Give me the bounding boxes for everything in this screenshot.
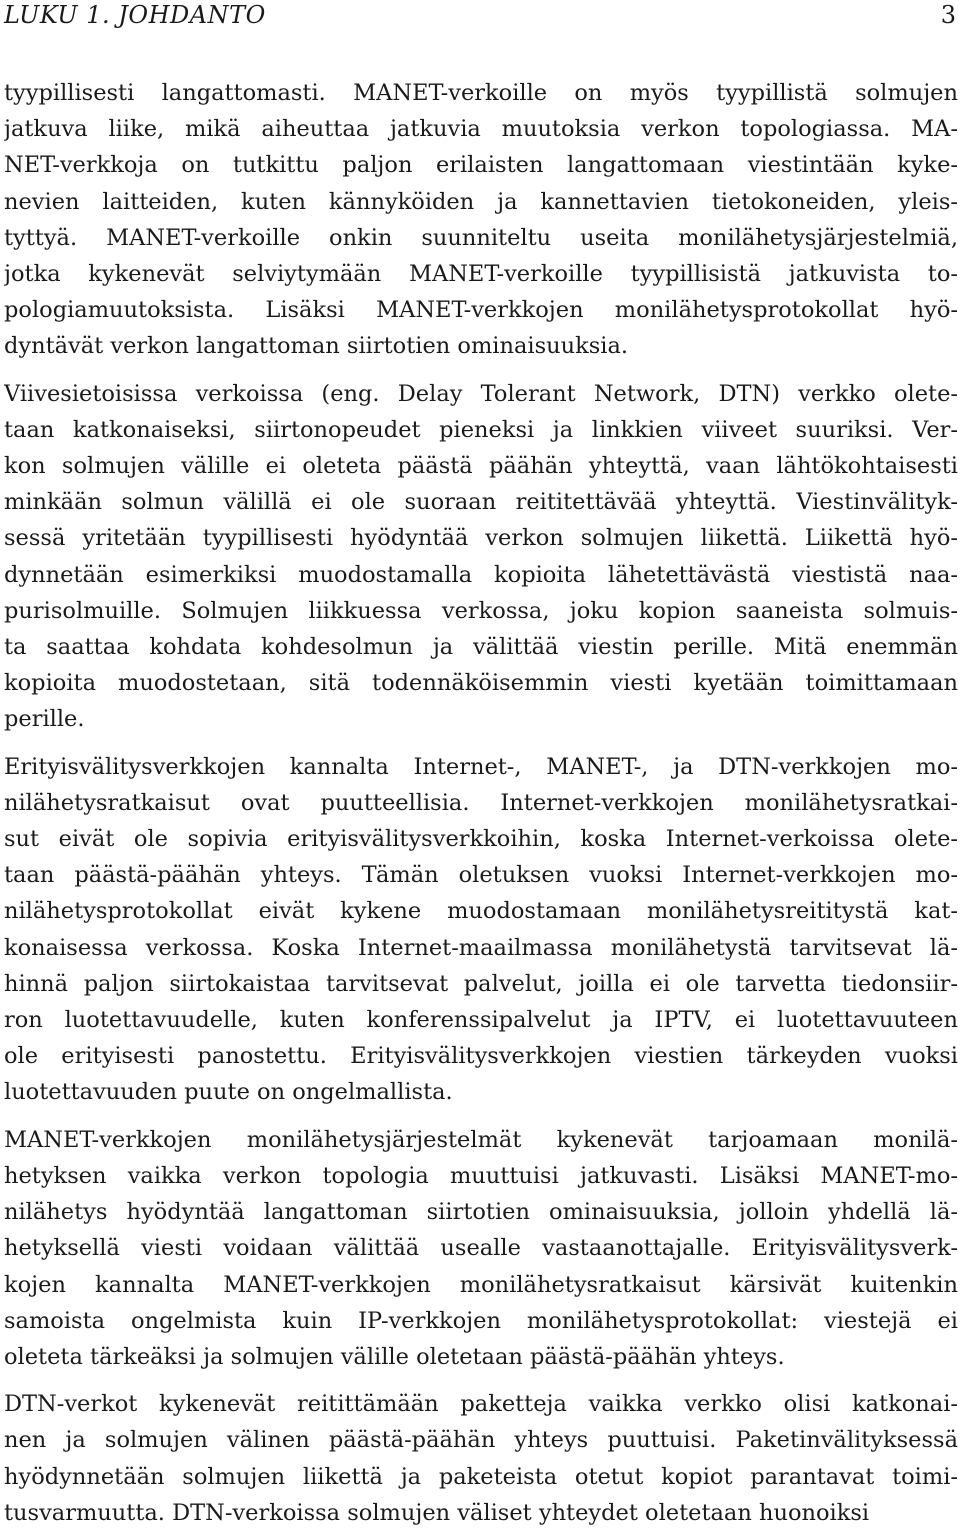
document-page xyxy=(4,0,958,1531)
text-line: hetyksellä viesti voidaan välittää usealle vastaanottajalle. Erityisvälitysverk- xyxy=(4,1235,958,1262)
text-line: ta saattaa kohdata kohdesolmun ja välittää viestin perille. Mitä enemmän xyxy=(4,634,958,661)
text-line: nen ja solmujen välinen päästä-päähän yhteys puuttuisi. Paketinvälityksessä xyxy=(4,1427,958,1454)
text-line: konaisessa verkossa. Koska Internet-maailmassa monilähetystä tarvitsevat lä- xyxy=(4,934,958,961)
text-line: tyttyä. MANET-verkoille onkin suunniteltu useita monilähetysjärjestelmiä, xyxy=(4,224,958,251)
text-line: nilähetysratkaisut ovat puutteellisia. Internet-verkkojen monilähetysratkai- xyxy=(4,789,958,816)
paragraph-gap xyxy=(4,1375,958,1386)
body-text xyxy=(4,75,958,1531)
text-line: taan katkonaiseksi, siirtonopeudet pieneksi ja linkkien viiveet suuriksi. Ver- xyxy=(4,416,958,443)
text-line: jotka kykenevät selviytymään MANET-verkoille tyypillisistä jatkuvista to- xyxy=(4,261,958,288)
paragraph-gap xyxy=(4,365,958,376)
text-line: pologiamuutoksista. Lisäksi MANET-verkkojen monilähetysprotokollat hyö- xyxy=(4,297,958,324)
text-line: ron luotettavuudelle, kuten konferenssipalvelut ja IPTV, ei luotettavuuteen xyxy=(4,1007,958,1034)
text-line: jatkuva liike, mikä aiheuttaa jatkuvia muutoksia verkon topologiassa. MA- xyxy=(4,116,958,143)
running-header xyxy=(4,0,958,30)
text-line: nilähetysprotokollat eivät kykene muodostamaan monilähetysreititystä kat- xyxy=(4,898,958,925)
text-line: Erityisvälitysverkkojen kannalta Internet-, MANET-, ja DTN-verkkojen mo- xyxy=(4,753,958,780)
text-line: sessä yritetään tyypillisesti hyödyntää verkon solmujen liikettä. Liikettä hyö- xyxy=(4,525,958,552)
paragraph-gap xyxy=(4,1111,958,1122)
text-line: purisolmuille. Solmujen liikkuessa verkossa, joku kopion saaneista solmuis- xyxy=(4,597,958,624)
text-line: nilähetys hyödyntää langattoman siirtotien ominaisuuksia, jolloin yhdellä lä- xyxy=(4,1199,958,1226)
text-line: minkään solmun välillä ei ole suoraan reititettävää yhteyttä. Viestinvälityk- xyxy=(4,489,958,516)
text-line: samoista ongelmista kuin IP-verkkojen monilähetysprotokollat: viestejä ei xyxy=(4,1307,958,1334)
text-line: nevien laitteiden, kuten kännyköiden ja kannettavien tietokoneiden, yleis- xyxy=(4,188,958,215)
text-line: hinnä paljon siirtokaistaa tarvitsevat palvelut, joilla ei ole tarvetta tiedonsiir- xyxy=(4,970,958,997)
text-line: kojen kannalta MANET-verkkojen monilähetysratkaisut kärsivät kuitenkin xyxy=(4,1271,958,1298)
text-line: tusvarmuutta. DTN-verkoissa solmujen väliset yhteydet oletetaan huonoiksi xyxy=(4,1499,870,1526)
text-line: taan päästä-päähän yhteys. Tämän oletuksen vuoksi Internet-verkkojen mo- xyxy=(4,862,958,889)
paragraph xyxy=(4,75,958,365)
text-line: tyypillisesti langattomasti. MANET-verkoille on myös tyypillistä solmujen xyxy=(4,80,958,106)
text-line: dyntävät verkon langattoman siirtotien ominaisuuksia. xyxy=(4,333,629,360)
text-line: Viivesietoisissa verkoissa (eng. Delay Tolerant Network, DTN) verkko olete- xyxy=(4,380,958,407)
paragraph xyxy=(4,376,958,738)
text-line: MANET-verkkojen monilähetysjärjestelmät kykenevät tarjoamaan monilä- xyxy=(4,1126,958,1153)
text-line: luotettavuuden puute on ongelmallista. xyxy=(4,1079,453,1106)
text-line: NET-verkkoja on tutkittu paljon erilaisten langattomaan viestintään kyke- xyxy=(4,152,958,179)
text-line: hyödynnetään solmujen liikettä ja paketeista otetut kopiot parantavat toimi- xyxy=(4,1463,958,1490)
paragraph-gap xyxy=(4,738,958,749)
text-line: oleteta tärkeäksi ja solmujen välille oletetaan päästä-päähän yhteys. xyxy=(4,1343,785,1370)
text-line: dynnetään esimerkiksi muodostamalla kopioita lähetettävästä viestistä naa- xyxy=(4,561,958,588)
text-line: DTN-verkot kykenevät reitittämään paketteja vaikka verkko olisi katkonai- xyxy=(4,1391,958,1418)
paragraph xyxy=(4,749,958,1111)
text-line: ole erityisesti panostettu. Erityisvälitysverkkojen viestien tärkeyden vuoksi xyxy=(4,1043,958,1070)
text-line: hetyksen vaikka verkon topologia muuttuisi jatkuvasti. Lisäksi MANET-mo- xyxy=(4,1162,958,1189)
chapter-title: LUKU 1. JOHDANTO xyxy=(4,1,266,29)
text-line: perille. xyxy=(4,706,85,733)
paragraph xyxy=(4,1122,958,1375)
text-line: kopioita muodostetaan, sitä todennäköisemmin viesti kyetään toimittamaan xyxy=(4,670,958,697)
page-number: 3 xyxy=(940,1,956,29)
paragraph xyxy=(4,1386,958,1531)
text-line: sut eivät ole sopivia erityisvälitysverkkoihin, koska Internet-verkoissa olete- xyxy=(4,826,958,853)
text-line: kon solmujen välille ei oleteta päästä päähän yhteyttä, vaan lähtökohtaisesti xyxy=(4,453,958,480)
